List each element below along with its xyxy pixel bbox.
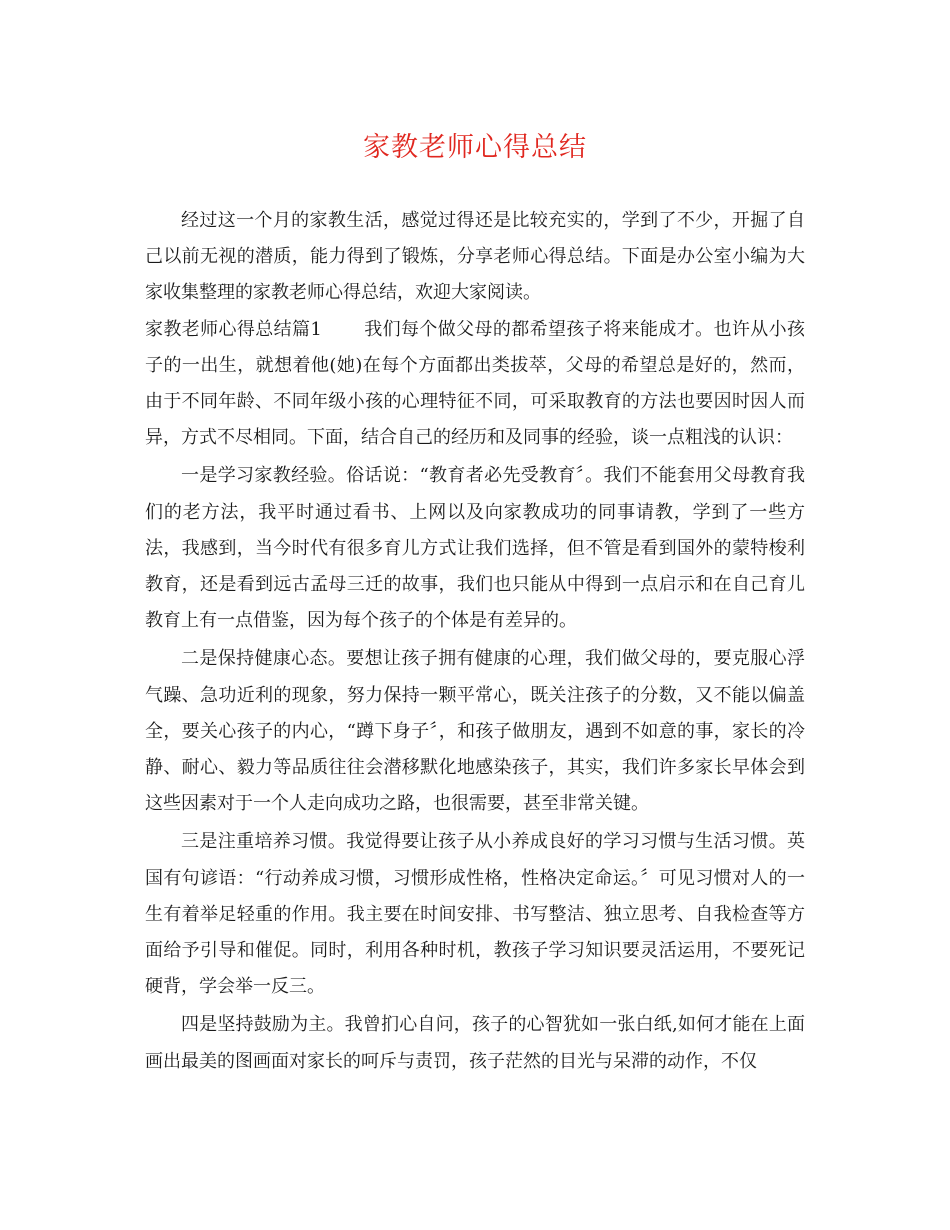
body-paragraph-2: 二是保持健康心态。要想让孩子拥有健康的心理，我们做父母的，要克服心浮气躁、急功近利的现象，努力保持一颗平常心，既关注孩子的分数，又不能以偏盖全，要关心孩子的内心，“蹲下身子〞，和孩子做朋友，遇到不如意的事，家长的冷静、耐心、毅力等品质往往会潜移默化地感染孩子，其实，我们许多家长早体会到这些因素对于一个人走向成功之路，也很需要，甚至非常关键。 xyxy=(145,648,805,815)
page-title: 家教老师心得总结 xyxy=(363,132,587,163)
document-body xyxy=(145,203,805,1082)
body-paragraph-1: 一是学习家教经验。俗话说：“教育者必先受教育〞。我们不能套用父母教育我们的老方法，我平时通过看书、上网以及向家教成功的同事请教，学到了一些方法，我感到，当今时代有很多育儿方式让我们选择，但不管是看到国外的蒙特梭利教育，还是看到远古孟母三迁的故事，我们也只能从中得到一点启示和在自己育儿教育上有一点借鉴，因为每个孩子的个体是有差异的。 xyxy=(145,465,805,632)
chapter-heading: 家教老师心得总结篇1 xyxy=(145,318,322,340)
body-paragraph-4: 四是坚持鼓励为主。我曾扪心自问，孩子的心智犹如一张白纸,如何才能在上面画出最美的图画面对家长的呵斥与责罚，孩子茫然的目光与呆滞的动作，不仅 xyxy=(145,1014,805,1072)
chapter-paragraph xyxy=(145,312,805,457)
intro-paragraph: 经过这一个月的家教生活，感觉过得还是比较充实的，学到了不少，开掘了自己以前无视的潜质，能力得到了锻炼，分享老师心得总结。下面是办公室小编为大家收集整理的家教老师心得总结，欢迎大家阅读。 xyxy=(145,210,805,304)
chapter-intro-text: 我们每个做父母的都希望孩子将来能成才。也许从小孩子的一出生，就想着他(她)在每个方面都出类拔萃，父母的希望总是好的，然而，由于不同年龄、不同年级小孩的心理特征不同，可采取教育的方法也要因时因人而异，方式不尽相同。下面，结合自己的经历和及同事的经验，谈一点粗浅的认识： xyxy=(145,318,805,449)
body-paragraph-3: 三是注重培养习惯。我觉得要让孩子从小养成良好的学习习惯与生活习惯。英国有句谚语：“行动养成习惯，习惯形成性格，性格决定命运。〞可见习惯对人的一生有着举足轻重的作用。我主要在时间安排、书写整洁、独立思考、自我检查等方面给予引导和催促。同时，利用各种时机，教孩子学习知识要灵活运用，不要死记硬背，学会举一反三。 xyxy=(145,831,805,998)
